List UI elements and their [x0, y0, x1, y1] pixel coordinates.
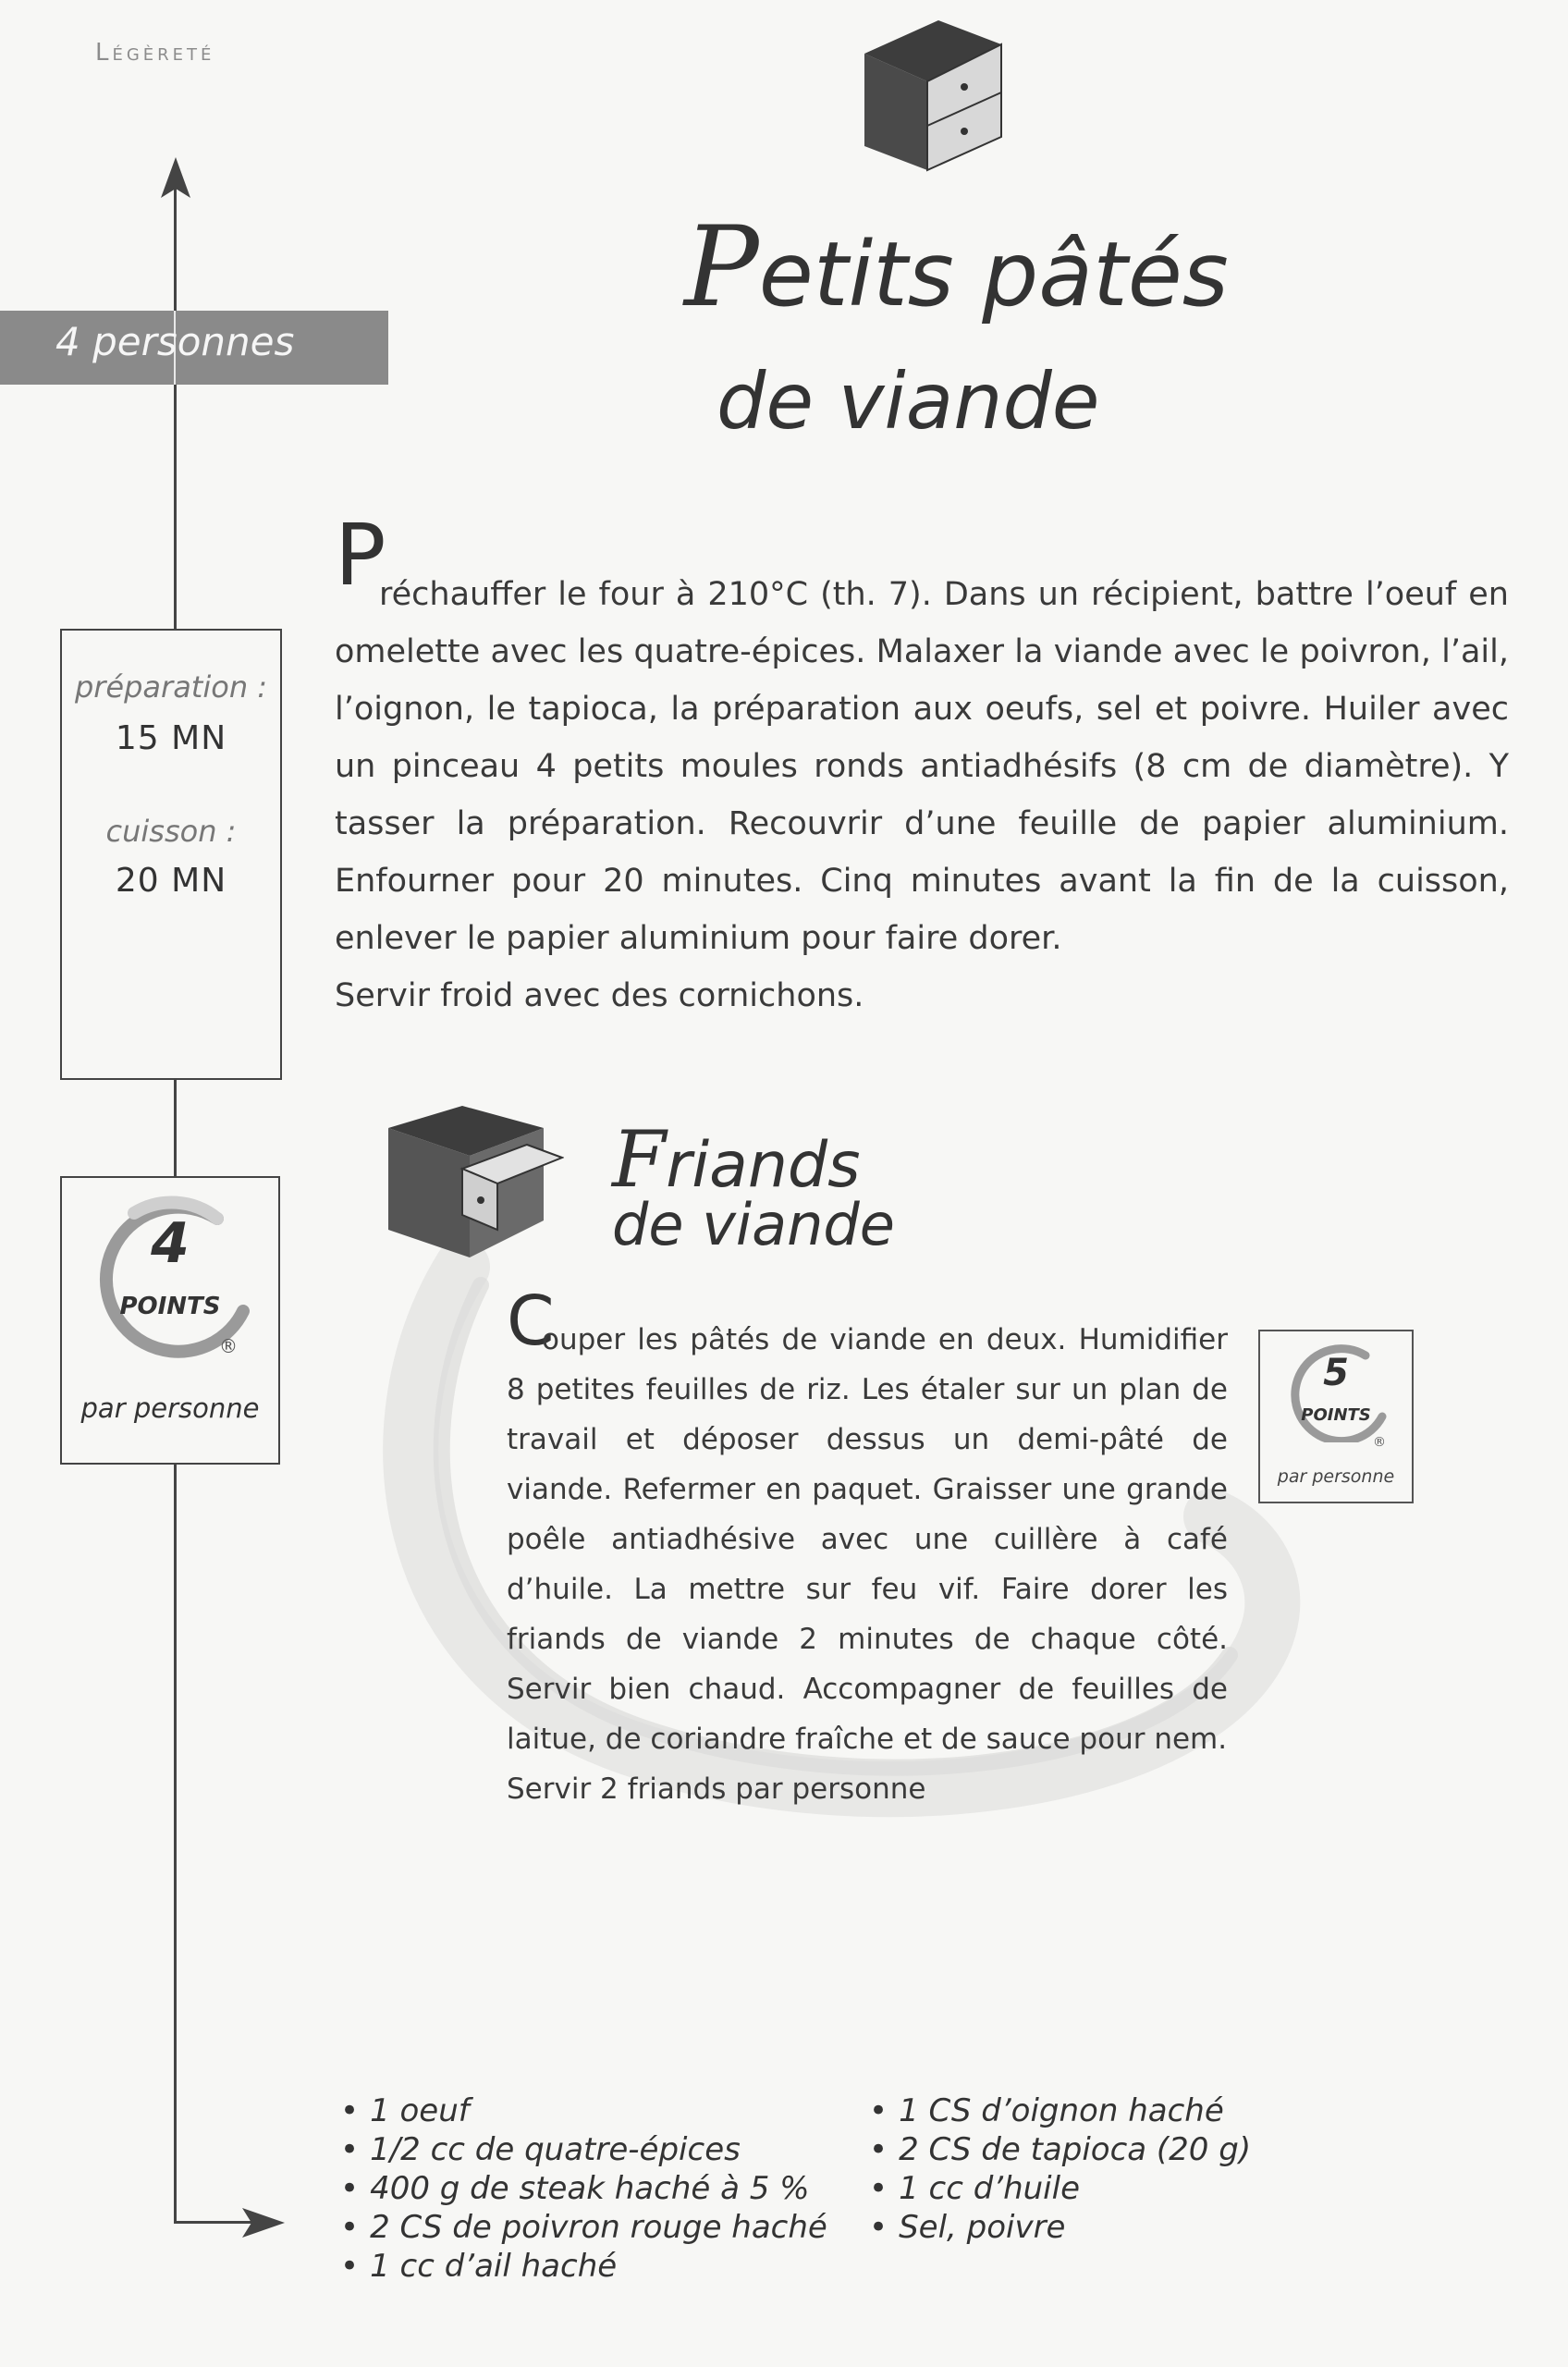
- time-box: [60, 629, 282, 1080]
- recipe1-title-line2: de viande: [717, 356, 1100, 447]
- ingredient-item: • 1 CS d’oignon haché: [869, 2091, 1251, 2130]
- points-word: POINTS: [119, 1293, 221, 1320]
- arrow-right-icon: [242, 2206, 285, 2239]
- arrow-up-icon: [159, 157, 192, 198]
- timeline-line-top: [174, 185, 177, 629]
- points-box: [60, 1176, 280, 1465]
- points-number: 4: [151, 1211, 190, 1276]
- ingredient-item: • 2 CS de poivron rouge haché: [340, 2208, 827, 2247]
- ingredient-item: • 1 cc d’huile: [869, 2169, 1251, 2208]
- recipe1-body: [335, 566, 1509, 1024]
- points-per-person-2: par personne: [1277, 1466, 1395, 1487]
- registered-mark-2: ®: [1373, 1435, 1386, 1450]
- registered-mark: ®: [219, 1335, 238, 1357]
- recipe1-title: [684, 203, 1229, 332]
- recipe2-title-cap: F: [612, 1114, 667, 1205]
- ingredient-item: • 1 oeuf: [340, 2091, 827, 2130]
- prep-label: préparation :: [74, 669, 268, 705]
- servings-label: 4 personnes: [55, 319, 295, 364]
- timeline-line-mid: [174, 1076, 177, 1176]
- ingredient-item: • 1 cc d’ail haché: [340, 2247, 827, 2286]
- recipe1-title-cap: P: [684, 203, 759, 332]
- recipe1-title-rest: etits pâtés: [758, 223, 1229, 326]
- nightstand-open-drawer-icon: [379, 1091, 564, 1267]
- nightstand-icon: [846, 7, 1012, 183]
- ingredient-item: • 2 CS de tapioca (20 g): [869, 2130, 1251, 2169]
- recipe2-text-last: Servir 2 friands par personne: [507, 1772, 926, 1806]
- points-per-person: par personne: [80, 1392, 260, 1424]
- ingredients-list-right: [869, 2091, 1251, 2247]
- timeline-line-bottom: [174, 1461, 177, 2224]
- points-box-2: [1258, 1330, 1414, 1503]
- recipe2-title-rest: riands: [666, 1129, 861, 1202]
- recipe2-title-line2: de viande: [612, 1191, 895, 1258]
- prep-value: 15 MN: [115, 719, 227, 757]
- ingredient-item: • 400 g de steak haché à 5 %: [340, 2169, 827, 2208]
- cook-value: 20 MN: [115, 862, 227, 900]
- ingredient-item: • 1/2 cc de quatre-épices: [340, 2130, 827, 2169]
- ingredient-item: • Sel, poivre: [869, 2208, 1251, 2247]
- recipe1-text-last: Servir froid avec des cornichons.: [335, 977, 864, 1014]
- recipe2-body: [507, 1315, 1228, 1814]
- points-word-2: POINTS: [1301, 1405, 1371, 1425]
- ingredients-list-left: [340, 2091, 827, 2286]
- points-number-2: 5: [1323, 1352, 1349, 1394]
- recipe2-title: [612, 1114, 861, 1205]
- recipe1-dropcap: P: [335, 506, 386, 605]
- recipe2-dropcap: C: [507, 1282, 555, 1361]
- cook-label: cuisson :: [105, 814, 237, 849]
- recipe1-text: réchauffer le four à 210°C (th. 7). Dans un récipient, battre l’oeuf en omelette avec les quatre-épices. Malaxer la viande avec le poivron, l’ail, l’oignon, le tapioca, la préparation aux oeufs, sel et poivre. Huiler avec un pinceau 4 petits moules ronds antiadhésifs (8 cm de diamètre). Y tasser la préparation. Recouvrir d’une feuille de papier aluminium. Enfourner pour 20 minutes. Cinq minutes avant la fin de la cuisson, enlever le papier aluminium pour faire dorer.: [335, 576, 1509, 957]
- running-head: Légèreté: [95, 39, 215, 67]
- recipe2-text: ouper les pâtés de viande en deux. Humidifier 8 petites feuilles de riz. Les étaler sur un plan de travail et déposer dessus un demi-pâté de viande. Refermer en paquet. Graisser une grande poêle antiadhésive avec une cuillère à café d’huile. La mettre sur feu vif. Faire dorer les friands de viande 2 minutes de chaque côté. Servir bien chaud. Accompagner de feuilles de laitue, de coriandre fraîche et de sauce pour nem.: [507, 1323, 1228, 1756]
